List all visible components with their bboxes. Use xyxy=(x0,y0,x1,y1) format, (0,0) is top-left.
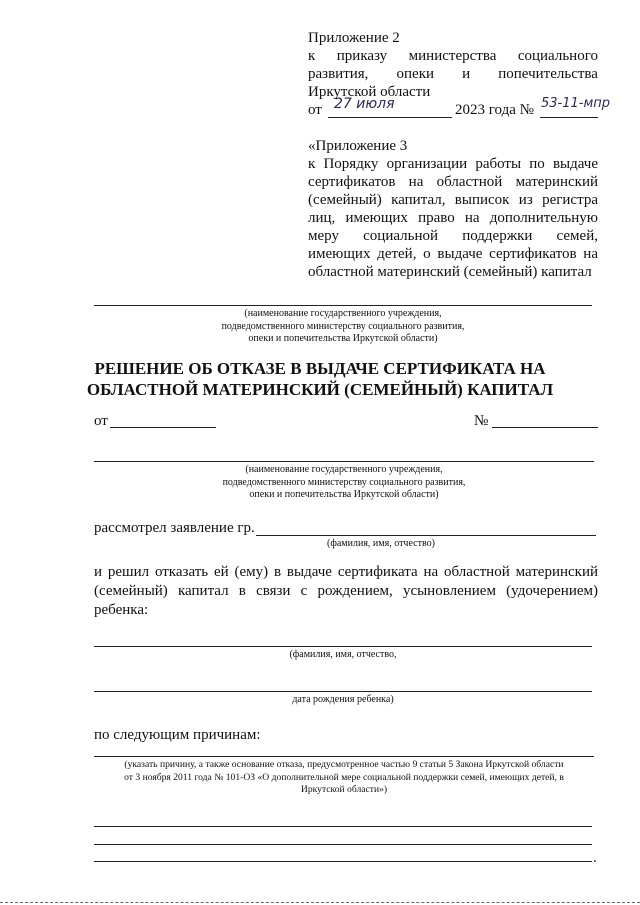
appendix-3-line: к Порядку организации работы по выдаче xyxy=(308,156,598,172)
reasons-extra-line-2 xyxy=(94,844,592,845)
decision-date-field xyxy=(110,427,216,428)
child-birth-caption: дата рождения ребенка) xyxy=(292,694,394,705)
order-date-underline xyxy=(328,117,452,118)
decision-line-1: и решил отказать ей (ему) в выдаче сертификата на областной материнский xyxy=(94,564,598,580)
appendix-3-line: сертификатов на областной материнский xyxy=(308,174,598,190)
word: попечительства xyxy=(498,66,598,82)
word: и xyxy=(462,66,471,82)
word: развития, xyxy=(308,66,369,82)
scan-edge xyxy=(0,902,640,903)
child-name-field xyxy=(94,646,592,647)
reasons-field xyxy=(94,756,594,757)
caption-line: подведомственного министерству социального развития, xyxy=(222,476,466,488)
end-period: . xyxy=(593,850,597,866)
caption-line: (наименование государственного учреждения, xyxy=(245,464,443,475)
review-label: рассмотрел заявление гр. xyxy=(94,520,255,536)
decision-line-3: ребенка: xyxy=(94,602,149,618)
appendix-3-line: меру социальной поддержки семей, xyxy=(308,228,598,244)
appendix-2-line-1 xyxy=(308,47,598,65)
word: к xyxy=(308,48,316,64)
reasons-caption xyxy=(88,759,600,797)
applicant-name-field xyxy=(256,535,596,536)
appendix-2-line-3: Иркутской области xyxy=(308,84,431,100)
reasons-extra-line-1 xyxy=(94,826,592,827)
word: социального xyxy=(517,48,598,64)
order-date-handwritten: 27 июля xyxy=(334,96,395,112)
caption-line: опеки и попечительства Иркутской области) xyxy=(249,489,439,500)
applicant-name-caption: (фамилия, имя, отчество) xyxy=(327,538,435,549)
caption-line: подведомственного министерству социального развития, xyxy=(221,320,465,332)
word: приказу xyxy=(336,48,388,64)
appendix-3-last-line: областной материнский (семейный) капитал xyxy=(308,264,592,280)
institution-line-1 xyxy=(94,305,592,306)
appendix-3-title: «Приложение 3 xyxy=(308,138,408,154)
caption-line: (наименование государственного учреждения, xyxy=(244,308,442,319)
appendix-3-line: имеющих детей, о выдаче сертификатов на xyxy=(308,246,598,262)
appendix-2-line-2 xyxy=(308,65,598,83)
caption-line: (указать причину, а также основание отказа, предусмотренное частью 9 статьи 5 Закона Иркутской области xyxy=(124,759,564,770)
decision-date-label: от xyxy=(94,413,108,429)
heading-line-1: РЕШЕНИЕ ОБ ОТКАЗЕ В ВЫДАЧЕ СЕРТИФИКАТА НА xyxy=(94,359,546,378)
caption-line: опеки и попечительства Иркутской области) xyxy=(248,333,438,344)
institution-caption-2 xyxy=(94,464,594,502)
word: министерства xyxy=(408,48,497,64)
order-year-text: 2023 года № xyxy=(455,102,534,118)
reasons-extra-line-3 xyxy=(94,861,592,862)
word: опеки xyxy=(396,66,435,82)
decision-number-field xyxy=(492,427,598,428)
appendix-3-line: лиц, имеющих право на дополнительную xyxy=(308,210,598,226)
child-name-caption: (фамилия, имя, отчество, xyxy=(289,649,397,660)
caption-line: Иркутской области») xyxy=(300,784,388,795)
document-heading xyxy=(60,358,580,400)
decision-number-label: № xyxy=(474,413,489,429)
institution-caption-1 xyxy=(94,308,592,346)
reasons-label: по следующим причинам: xyxy=(94,727,261,743)
heading-line-2: ОБЛАСТНОЙ МАТЕРИНСКИЙ (СЕМЕЙНЫЙ) КАПИТАЛ xyxy=(86,380,554,399)
decision-line-2: (семейный) капитал в связи с рождением, усыновлением (удочерением) xyxy=(94,583,598,599)
order-number-underline xyxy=(540,117,598,118)
appendix-3-line: (семейный) капитал, выписок из регистра xyxy=(308,192,598,208)
appendix-2-title: Приложение 2 xyxy=(308,30,400,46)
institution-line-2 xyxy=(94,461,594,462)
caption-line: от 3 ноября 2011 года № 101-ОЗ «О дополнительной мере социальной поддержки семей, имеющих детей, в xyxy=(124,771,564,783)
order-date-prefix: от xyxy=(308,102,322,118)
order-number-handwritten: 53-11-мпр xyxy=(541,96,611,111)
child-birth-field xyxy=(94,691,592,692)
